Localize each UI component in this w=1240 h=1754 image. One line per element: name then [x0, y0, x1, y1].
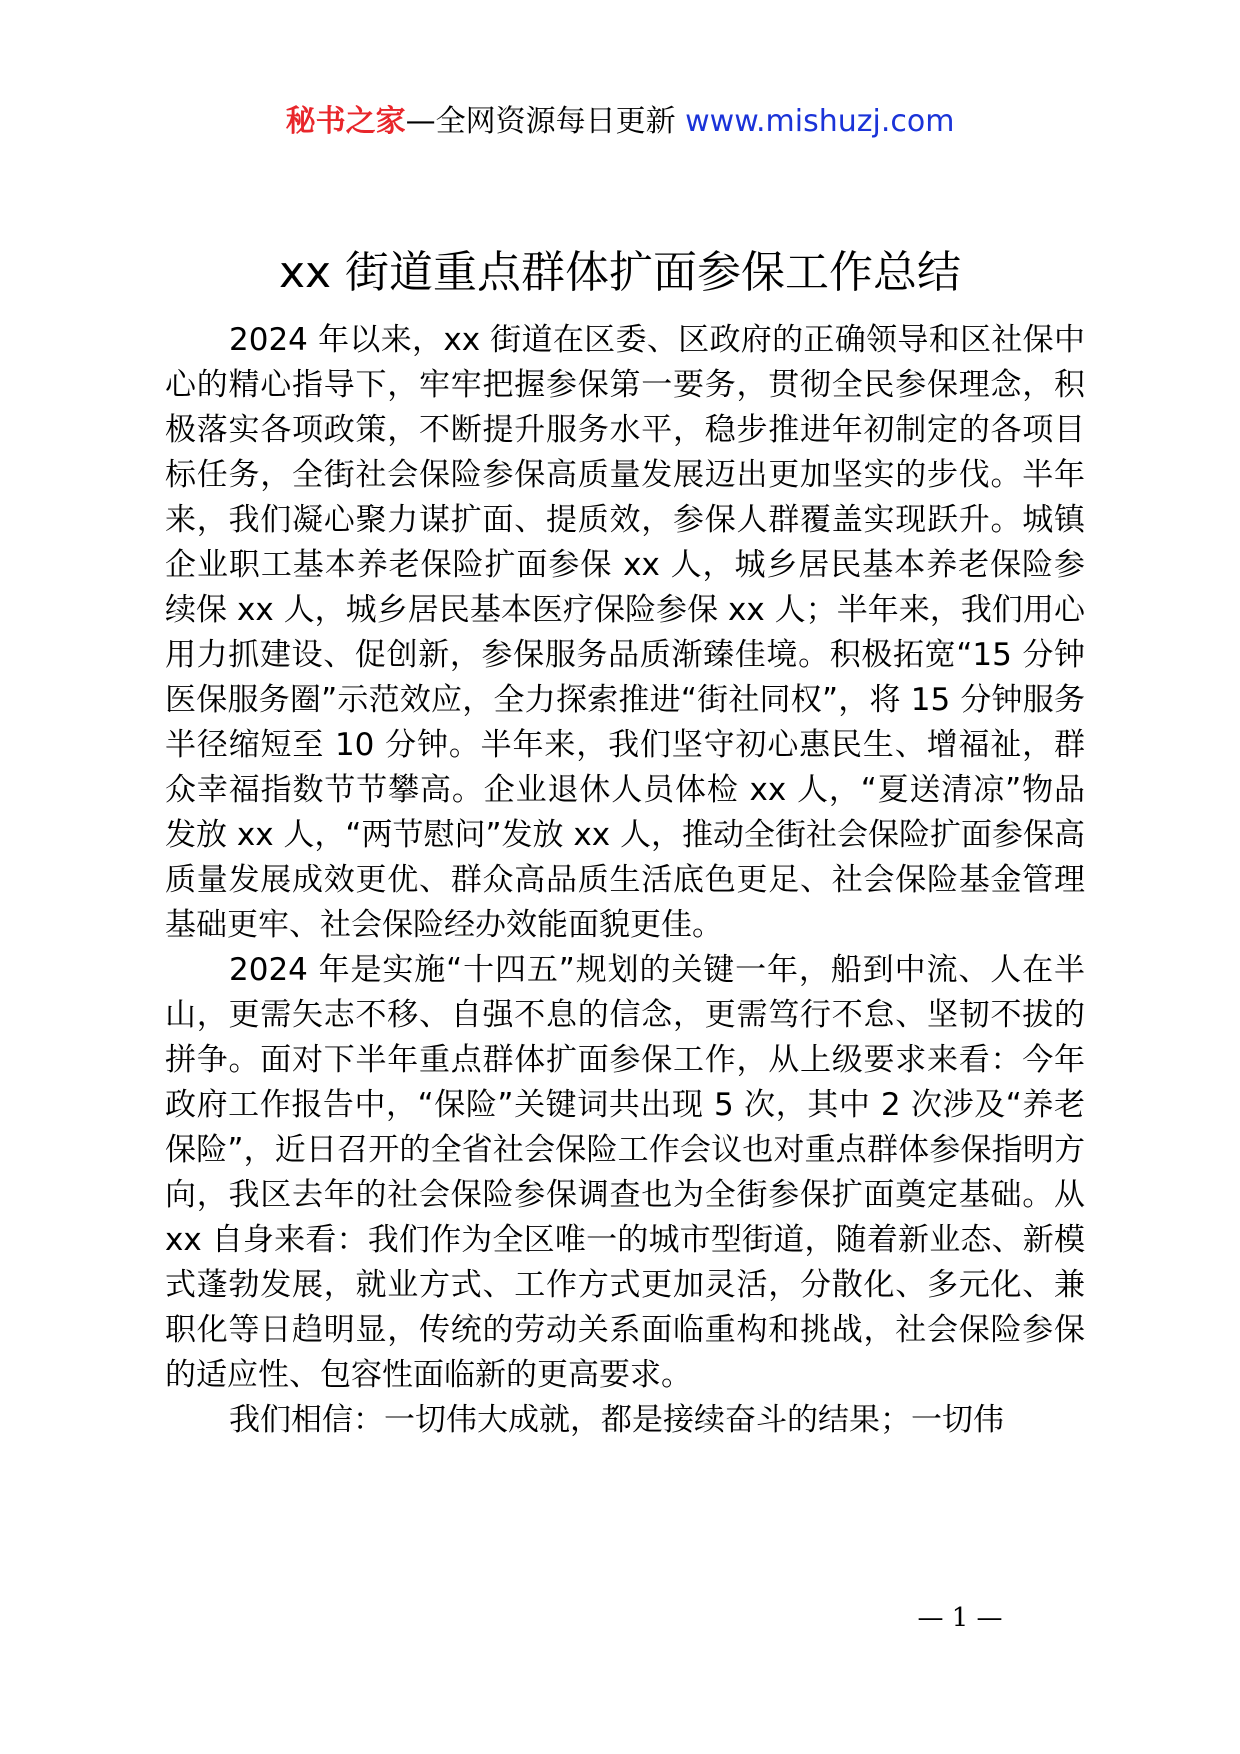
document-body	[165, 318, 1085, 1443]
site-url: www.mishuzj.com	[685, 104, 955, 139]
paragraph: 我们相信：一切伟大成就，都是接续奋斗的结果；一切伟	[229, 1402, 1004, 1438]
paragraph: 2024 年是实施“十四五”规划的关键一年，船到中流、人在半山，更需矢志不移、自强不息的信念，更需笃行不怠、坚韧不拔的拼争。面对下半年重点群体扩面参保工作，从上级要求来看：今年政府工作报告中，“保险”关键词共出现 5 次，其中 2 次涉及“养老保险”，近日召开的全省社会保险工作会议也对重点群体参保指明方向，我区去年的社会保险参保调查也为全街参保扩面奠定基础。从 xx 自身来看：我们作为全区唯一的城市型街道，随着新业态、新模式蓬勃发展，就业方式、工作方式更加灵活，分散化、多元化、兼职化等日趋明显，传统的劳动关系面临重构和挑战，社会保险参保的适应性、包容性面临新的更高要求。	[165, 952, 1085, 1393]
page-number: — 1 —	[917, 1603, 1003, 1633]
paragraph: 2024 年以来，xx 街道在区委、区政府的正确领导和区社保中心的精心指导下，牢牢把握参保第一要务，贯彻全民参保理念，积极落实各项政策，不断提升服务水平，稳步推进年初制定的各项目标任务，全街社会保险参保高质量发展迈出更加坚实的步伐。半年来，我们凝心聚力谋扩面、提质效，参保人群覆盖实现跃升。城镇企业职工基本养老保险扩面参保 xx 人，城乡居民基本养老保险参续保 xx 人，城乡居民基本医疗保险参保 xx 人；半年来，我们用心用力抓建设、促创新，参保服务品质渐臻佳境。积极拓宽“15 分钟医保服务圈”示范效应，全力探索推进“街社同权”，将 15 分钟服务半径缩短至 10 分钟。半年来，我们坚守初心惠民生、增福祉，群众幸福指数节节攀高。企业退休人员体检 xx 人，“夏送清凉”物品发放 xx 人，“两节慰问”发放 xx 人，推动全街社会保险扩面参保高质量发展成效更优、群众高品质生活底色更足、社会保险基金管理基础更牢、社会保险经办效能面貌更佳。	[165, 322, 1085, 943]
site-header	[0, 100, 1240, 144]
header-tagline: —全网资源每日更新	[405, 104, 676, 139]
brand-name: 秘书之家	[285, 104, 406, 139]
document-title: xx 街道重点群体扩面参保工作总结	[278, 247, 962, 298]
